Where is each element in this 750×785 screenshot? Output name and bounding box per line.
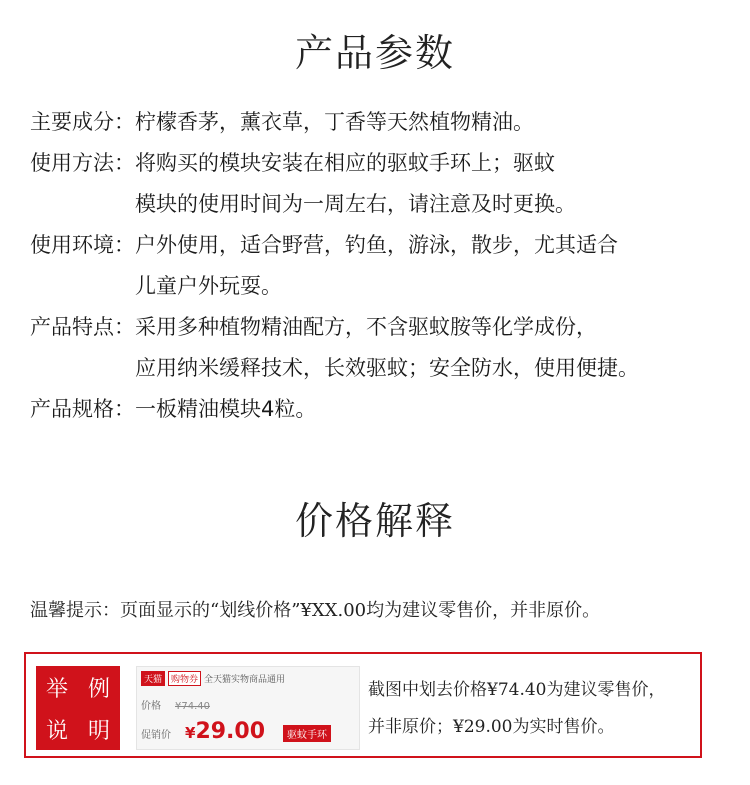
badge-char: 举 <box>45 676 68 702</box>
promo-label: 促销价 <box>141 730 171 741</box>
param-value: 一板精油模块4粒。 <box>135 397 317 421</box>
example-box <box>24 652 702 758</box>
promo-tag: 驱蚊手环 <box>283 725 331 742</box>
tmall-tag: 天猫 <box>141 671 165 686</box>
coupon-tag: 购物券 <box>168 671 201 686</box>
param-row-features <box>30 307 730 389</box>
price-label: 价格 <box>141 701 161 712</box>
price-screenshot <box>136 666 360 750</box>
param-label: 产品规格： <box>30 397 135 421</box>
section-title-price: 价格解释 <box>294 499 455 543</box>
example-badge <box>36 666 120 750</box>
price-notice: 温馨提示：页面显示的“划线价格”¥XX.00均为建议零售价，并非原价。 <box>30 600 601 621</box>
param-label: 使用环境： <box>30 233 135 257</box>
param-value: 将购买的模块安装在相应的驱蚊手环上；驱蚊 <box>135 151 555 175</box>
params-list <box>30 102 730 430</box>
param-value: 户外使用，适合野营，钓鱼，游泳，散步，尤其适合 <box>135 233 618 257</box>
param-row-usage <box>30 143 730 225</box>
example-explanation: 截图中划去价格¥74.40为建议零售价， 并非原价；¥29.00为实时售价。 <box>368 680 666 737</box>
param-value: 柠檬香茅，薰衣草，丁香等天然植物精油。 <box>135 110 534 134</box>
param-value: 采用多种植物精油配方，不含驱蚊胺等化学成份， <box>135 315 597 339</box>
badge-char: 例 <box>87 676 110 702</box>
original-price: ¥74.40 <box>175 701 210 712</box>
coupon-scope: 全天猫实物商品通用 <box>204 675 286 685</box>
badge-char: 明 <box>87 718 110 744</box>
badge-char: 说 <box>45 718 68 744</box>
param-label: 使用方法： <box>30 151 135 175</box>
param-row-spec <box>30 389 730 430</box>
param-label: 产品特点： <box>30 315 135 339</box>
section-title-params: 产品参数 <box>294 31 455 75</box>
param-row-environment <box>30 225 730 307</box>
param-row-ingredients <box>30 102 730 143</box>
param-value: 儿童户外玩耍。 <box>135 274 282 298</box>
param-value: 应用纳米缓释技术，长效驱蚊；安全防水，使用便捷。 <box>135 356 639 380</box>
param-value: 模块的使用时间为一周左右，请注意及时更换。 <box>135 192 576 216</box>
param-label: 主要成分： <box>30 110 135 134</box>
sale-price: ¥29.00 <box>185 719 266 744</box>
